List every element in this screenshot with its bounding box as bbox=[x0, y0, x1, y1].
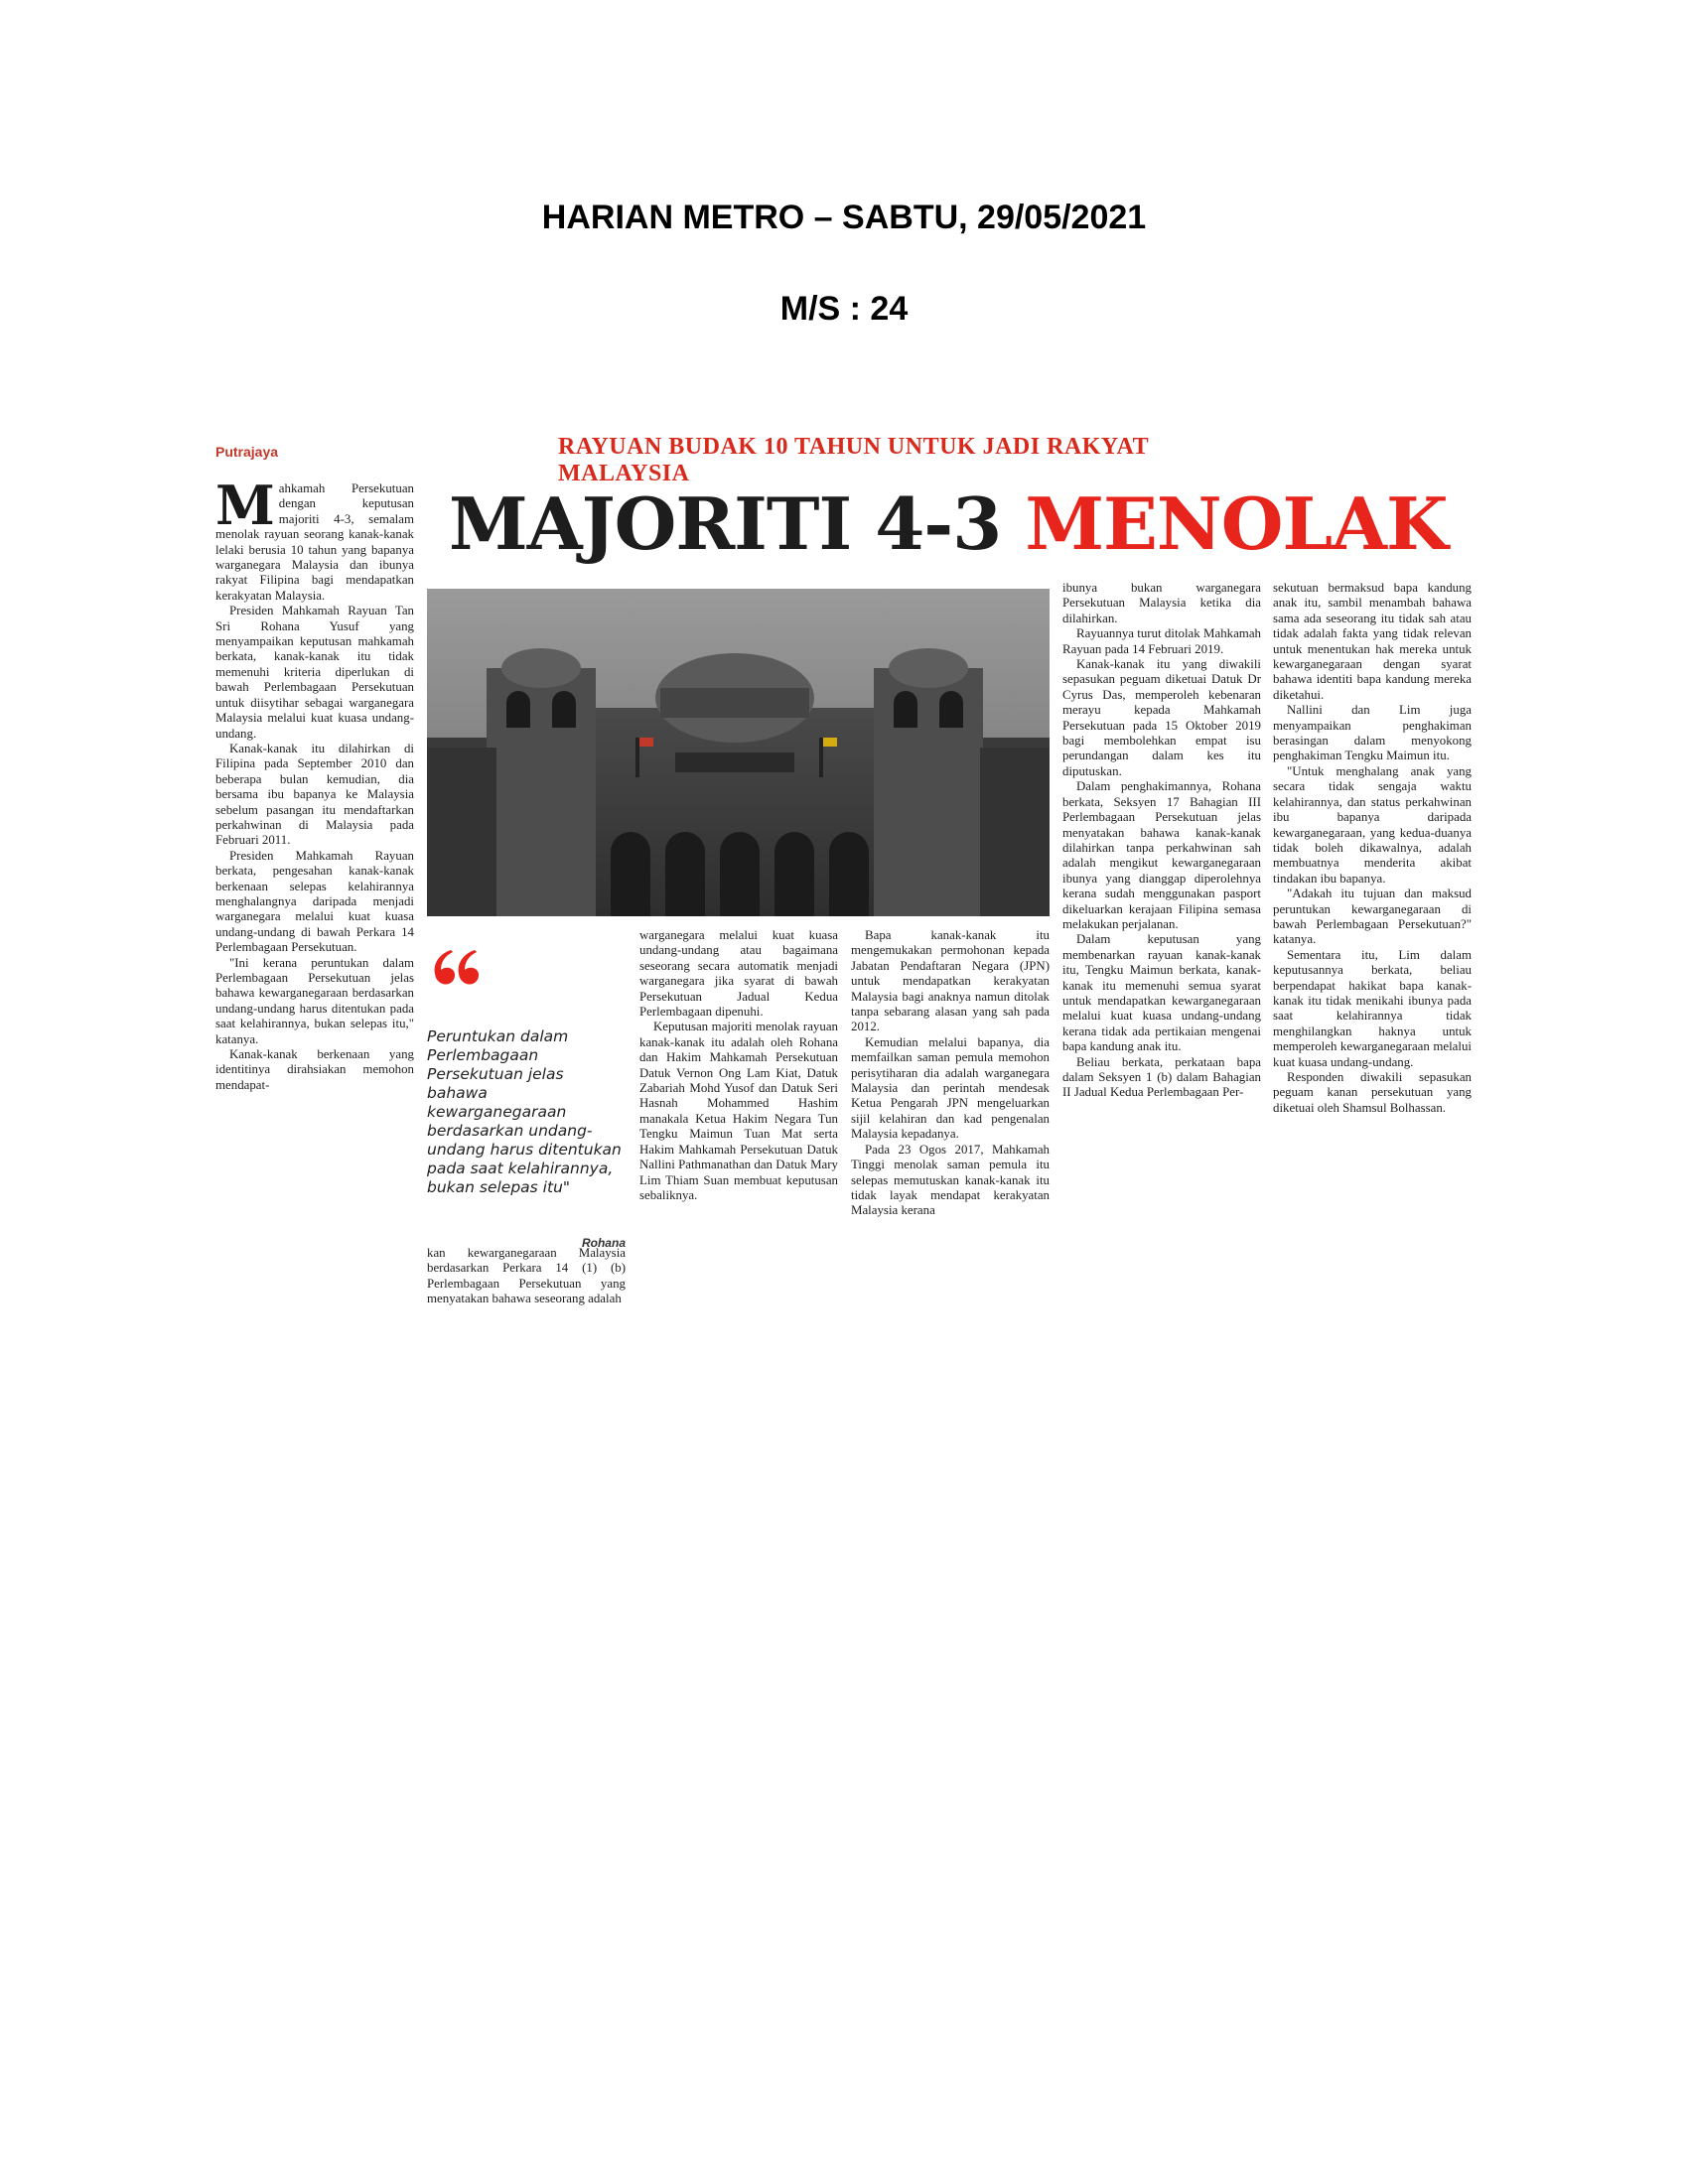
paragraph: "Ini kerana peruntukan dalam Perlembagaan Persekutuan jelas bahawa kewarganegaraan berdasarkan undang-undang harus ditentukan pada saat kelahirannya, bukan selepas itu," katanya. bbox=[215, 955, 414, 1046]
main-headline bbox=[449, 479, 1481, 569]
publication-header: HARIAN METRO – SABTU, 29/05/2021 bbox=[541, 199, 1147, 236]
quote-mark-icon bbox=[427, 938, 487, 998]
headline-red-part: MENOLAK bbox=[1025, 481, 1448, 566]
page-number: M/S : 24 bbox=[779, 290, 909, 328]
article-column-6 bbox=[1273, 581, 1472, 1116]
pull-quote-text: Peruntukan dalam Perlembagaan Persekutuan jelas bahawa kewarganegaraan berdasarkan undang-undang harus ditentukan pada saat kelahirannya, bukan selepas itu" bbox=[427, 1027, 622, 1196]
paragraph: Presiden Mahkamah Rayuan berkata, pengesahan kanak-kanak berkenaan selepas kelahirannya menghalangnya daripada menjadi warganegara melalui kuat kuasa undang-undang di bawah Perkara 14 Perlembagaan Persekutuan. bbox=[215, 848, 414, 955]
paragraph: Dalam penghakimannya, Rohana berkata, Seksyen 17 Bahagian III Perlembagaan Persekutuan jelas menyatakan bahawa kanak-kanak dilahirkan tanpa perkahwinan sah adalah mengikut kewarganegaraan ibunya yang dianggap diperolehnya kerana sudah menggunakan pasport dikeluarkan kerajaan Filipina semasa melakukan perjalanan. bbox=[1062, 779, 1261, 931]
drop-cap: M bbox=[215, 474, 275, 537]
news-clipping bbox=[211, 422, 1472, 1350]
paragraph: Kanak-kanak berkenaan yang identitinya dirahsiakan memohon mendapat- bbox=[215, 1047, 414, 1092]
paragraph: "Untuk menghalang anak yang secara tidak sengaja waktu kelahirannya, dan status perkahwinan ibu bapanya daripada kewarganegaraan, yang kedua-duanya tidak boleh dikawalnya, adalah membuatnya menderita akibat tindakan ibu bapanya. bbox=[1273, 763, 1472, 886]
paragraph: Bapa kanak-kanak itu mengemukakan permohonan kepada Jabatan Pendaftaran Negara (JPN) untuk mendapatkan kerakyatan Malaysia bagi anaknya namun ditolak tanpa sebarang alasan yang sah pada 2012. bbox=[851, 928, 1050, 1034]
paragraph: Beliau berkata, perkataan bapa dalam Seksyen 1 (b) dalam Bahagian II Jadual Kedua Perlembagaan Per- bbox=[1062, 1054, 1261, 1100]
paragraph: Pada 23 Ogos 2017, Mahkamah Tinggi menolak saman pemula itu selepas memutuskan kanak-kanak itu tidak layak mendapat kerakyatan Malaysia kerana bbox=[851, 1142, 1050, 1218]
article-column-3 bbox=[639, 928, 838, 1203]
pull-quote-attribution: Rohana bbox=[581, 1236, 626, 1250]
article-column-1 bbox=[215, 474, 414, 1093]
article-column-5 bbox=[1062, 581, 1261, 1101]
paragraph: Kanak-kanak itu yang diwakili sepasukan peguam diketuai Datuk Dr Cyrus Das, memperoleh kebenaran merayu kepada Mahkamah Persekutuan pada 15 Oktober 2019 bagi membolehkan empat isu perundangan dalam kes itu diputuskan. bbox=[1062, 657, 1261, 778]
article-column-2 bbox=[427, 1246, 626, 1307]
paragraph: "Adakah itu tujuan dan maksud peruntukan kewarganegaraan di bawah Perlembagaan Persekutuan?" katanya. bbox=[1273, 887, 1472, 947]
paragraph: Presiden Mahkamah Rayuan Tan Sri Rohana Yusuf yang menyampaikan keputusan mahkamah berkata, kanak-kanak itu tidak memenuhi kriteria diperlukan di bawah Perlembagaan Persekutuan untuk diisytihar sebagai warganegara Malaysia melalui kuat kuasa undang-undang. bbox=[215, 604, 414, 741]
court-building-photo bbox=[427, 589, 1050, 916]
pull-quote bbox=[427, 938, 626, 1250]
paragraph: Responden diwakili sepasukan peguam kanan persekutuan yang diketuai oleh Shamsul Bolhassan. bbox=[1273, 1070, 1472, 1115]
paragraph: kan kewarganegaraan Malaysia berdasarkan Perkara 14 (1) (b) Perlembagaan Persekutuan yang menyatakan bahawa seseorang adalah bbox=[427, 1246, 626, 1306]
lead-paragraph bbox=[215, 474, 414, 604]
kicker-headline: RAYUAN BUDAK 10 TAHUN UNTUK JADI RAKYAT MALAYSIA bbox=[558, 434, 1149, 486]
paragraph: Sementara itu, Lim dalam keputusannya berkata, beliau berpendapat hakikat bapa kanak-kanak itu tidak menikahi ibunya pada saat kelahirannya tidak menghilangkan haknya untuk memperoleh kewarganegaraan melalui kuat kuasa undang-undang. bbox=[1273, 947, 1472, 1069]
paragraph-text: ahkamah Persekutuan dengan keputusan majoriti 4-3, semalam menolak rayuan seorang kanak-kanak lelaki berusia 10 tahun yang bapanya warganegara Malaysia dan ibunya rakyat Filipina bagi mendapatkan kerakyatan Malaysia. bbox=[215, 481, 414, 603]
paragraph: warganegara melalui kuat kuasa undang-undang atau bagaimana seseorang secara automatik menjadi warganegara jika syarat di bawah Persekutuan Jadual Kedua Perlembagaan dipenuhi. bbox=[639, 928, 838, 1020]
paragraph: Kemudian melalui bapanya, dia memfailkan saman pemula memohon perisytiharan dia adalah warganegara Malaysia dan perintah mendesak Ketua Pengarah JPN mengeluarkan sijil kelahiran dan kad pengenalan Malaysia kepadanya. bbox=[851, 1034, 1050, 1142]
paragraph: Keputusan majoriti menolak rayuan kanak-kanak itu adalah oleh Rohana dan Hakim Mahkamah Persekutuan Datuk Vernon Ong Lam Kiat, Datuk Zabariah Mohd Yusof dan Datuk Seri Hasnah Mohammed Hashim manakala Ketua Hakim Negara Tun Tengku Maimun Tuan Mat serta Hakim Mahkamah Persekutuan Datuk Nallini Pathmanathan dan Datuk Mary Lim Thiam Suan membuat keputusan sebaliknya. bbox=[639, 1020, 838, 1202]
paragraph: Dalam keputusan yang membenarkan rayuan kanak-kanak itu, Tengku Maimun berkata, kanak-kanak itu memenuhi semua syarat untuk mendapatkan kewarganegaraan melalui kuat kuasa undang-undang kerana tidak ada pertikaian mengenai bapa kandung anak itu. bbox=[1062, 932, 1261, 1054]
dateline-location: Putrajaya bbox=[215, 444, 279, 460]
paragraph: sekutuan bermaksud bapa kandung anak itu, sambil menambah bahawa sama ada seseorang itu tidak sah atau tidak adalah fakta yang tidak relevan untuk menentukan hak mereka untuk kewarganegaraan dengan syarat bahawa identiti bapa kandung mereka diketahui. bbox=[1273, 581, 1472, 702]
paragraph: Kanak-kanak itu dilahirkan di Filipina pada September 2010 dan beberapa bulan kemudian, dia bersama ibu bapanya ke Malaysia sebelum pasangan itu mendaftarkan perkahwinan di Malaysia pada Februari 2011. bbox=[215, 741, 414, 848]
article-column-4 bbox=[851, 928, 1050, 1219]
paragraph: Rayuannya turut ditolak Mahkamah Rayuan pada 14 Februari 2019. bbox=[1062, 626, 1261, 656]
headline-black-part: MAJORITI 4-3 bbox=[449, 481, 1002, 566]
paragraph: Nallini dan Lim juga menyampaikan penghakiman berasingan dalam menyokong penghakiman Tengku Maimun itu. bbox=[1273, 703, 1472, 763]
paragraph: ibunya bukan warganegara Persekutuan Malaysia ketika dia dilahirkan. bbox=[1062, 581, 1261, 625]
